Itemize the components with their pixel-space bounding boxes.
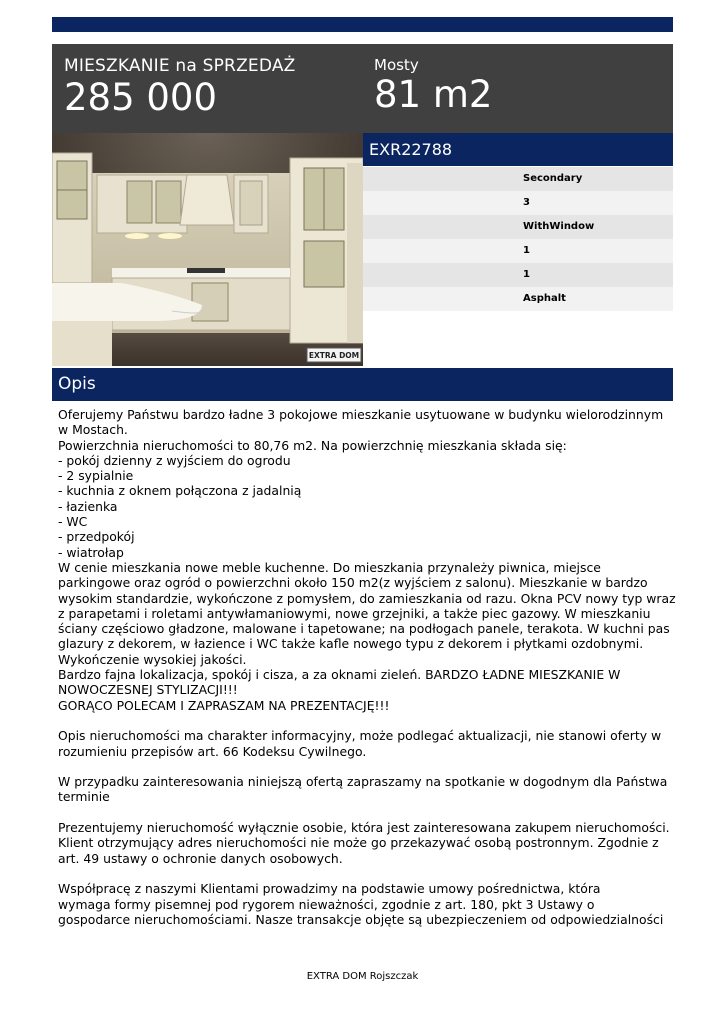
attribute-row [363, 215, 673, 239]
attribute-value: Secondary [523, 173, 583, 184]
description-line [58, 866, 670, 881]
listing-price: 285 000 [64, 76, 218, 119]
description-line: Oferujemy Państwu bardzo ładne 3 pokojowe mieszkanie usytuowane w budynku wielorodzinnym [58, 407, 664, 422]
attribute-value: Asphalt [523, 293, 566, 304]
description-line: z parapetami i roletami antywłamaniowymi, nowe grzejniki, a także piec gazowy. W mieszkaniu [58, 605, 651, 621]
description-line: gospodarce nieruchomościami. Nasze transakcje objęte są ubezpieczeniem od odpowiedzialności [58, 911, 664, 927]
attribute-value: 3 [523, 197, 530, 208]
description-line: rozumieniu przepisów art. 66 Kodeksu Cywilnego. [58, 743, 367, 759]
description-line: ściany częściowo gładzone, malowane i tapetowane; na podłogach panele, terakota. W kuchni pas [58, 621, 670, 637]
description-line: Opis nieruchomości ma charakter informacyjny, może podlegać aktualizacji, nie stanowi oferty w [58, 728, 662, 744]
description-line: glazury z dekorem, w łazience i WC także kafle nowego typu z dekorem i płytkami ozdobnymi. [58, 636, 644, 652]
description-line [58, 805, 670, 820]
description-line: - WC [58, 514, 88, 530]
description-line [58, 759, 670, 774]
description-line: - kuchnia z oknem połączona z jadalnią [58, 483, 302, 499]
listing-header [52, 44, 673, 133]
description-heading: Opis [58, 374, 96, 394]
reference-bar [363, 133, 673, 166]
property-photo [52, 133, 363, 366]
description-line: w Mostach. [58, 422, 128, 438]
description-line: Wykończenie wysokiej jakości. [58, 651, 247, 667]
description-line: art. 49 ustawy o ochronie danych osobowych. [58, 850, 343, 866]
description-line: W przypadku zainteresowania niniejszą ofertą zapraszamy na spotkanie w dogodnym dla Państwa [58, 774, 668, 790]
description-line: - łazienka [58, 498, 118, 514]
description-line: NOWOCZESNEJ STYLIZACJI!!! [58, 682, 238, 698]
listing-area: 81 m2 [374, 73, 493, 116]
attribute-row [363, 287, 673, 311]
attribute-row [363, 263, 673, 287]
attribute-value: 1 [523, 269, 530, 280]
description-line: - pokój dzienny z wyjściem do ogrodu [58, 452, 291, 468]
listing-type: MIESZKANIE na SPRZEDAŻ [64, 56, 296, 76]
description-line: - wiatrołap [58, 544, 124, 560]
description-line: terminie [58, 789, 110, 805]
attributes-table [363, 167, 673, 311]
attribute-row [363, 167, 673, 191]
top-accent-bar [52, 17, 673, 32]
attribute-row [363, 239, 673, 263]
listing-location: Mosty [374, 56, 419, 74]
description-line: - przedpokój [58, 529, 135, 545]
footer-agency: EXTRA DOM Rojszczak [306, 971, 419, 982]
description-text [58, 407, 676, 927]
description-line: parkingowe oraz ogród o powierzchni około 150 m2(z wyjściem z salonu). Mieszkanie w bardzo [58, 575, 648, 591]
description-line: Prezentujemy nieruchomość wyłącznie osobie, która jest zainteresowana zakupem nieruchomości. [58, 820, 670, 836]
description-line: GORĄCO POLECAM I ZAPRASZAM NA PREZENTACJĘ!!! [58, 697, 390, 713]
description-line: wysokim standardzie, wykończone z pomysłem, do zamieszkania od razu. Okna PCV nowy typ wraz [58, 590, 676, 606]
attribute-row [363, 191, 673, 215]
description-line: - 2 sypialnie [58, 468, 134, 484]
description-line: wymaga formy pisemnej pod rygorem nieważności, zgodnie z art. 180, pkt 3 Ustawy o [58, 896, 595, 912]
attribute-value: WithWindow [523, 221, 595, 232]
description-line: Współpracę z naszymi Klientami prowadzimy na podstawie umowy pośrednictwa, która [58, 881, 601, 897]
description-line: Powierzchnia nieruchomości to 80,76 m2. Na powierzchnię mieszkania składa się: [58, 437, 567, 453]
reference-number: EXR22788 [369, 140, 453, 159]
photo-watermark: EXTRA DOM [308, 351, 360, 360]
description-line: Klient otrzymujący adres nieruchomości nie może go przekazywać osobą postronnym. Zgodnie z [58, 835, 659, 851]
description-bar [52, 368, 673, 401]
description-line: Bardzo fajna lokalizacja, spokój i cisza, a za oknami zieleń. BARDZO ŁADNE MIESZKANIE W [58, 667, 621, 683]
description-line: W cenie mieszkania nowe meble kuchenne. Do mieszkania przynależy piwnica, miejsce [58, 559, 601, 575]
description-line [58, 713, 670, 728]
attribute-value: 1 [523, 245, 530, 256]
